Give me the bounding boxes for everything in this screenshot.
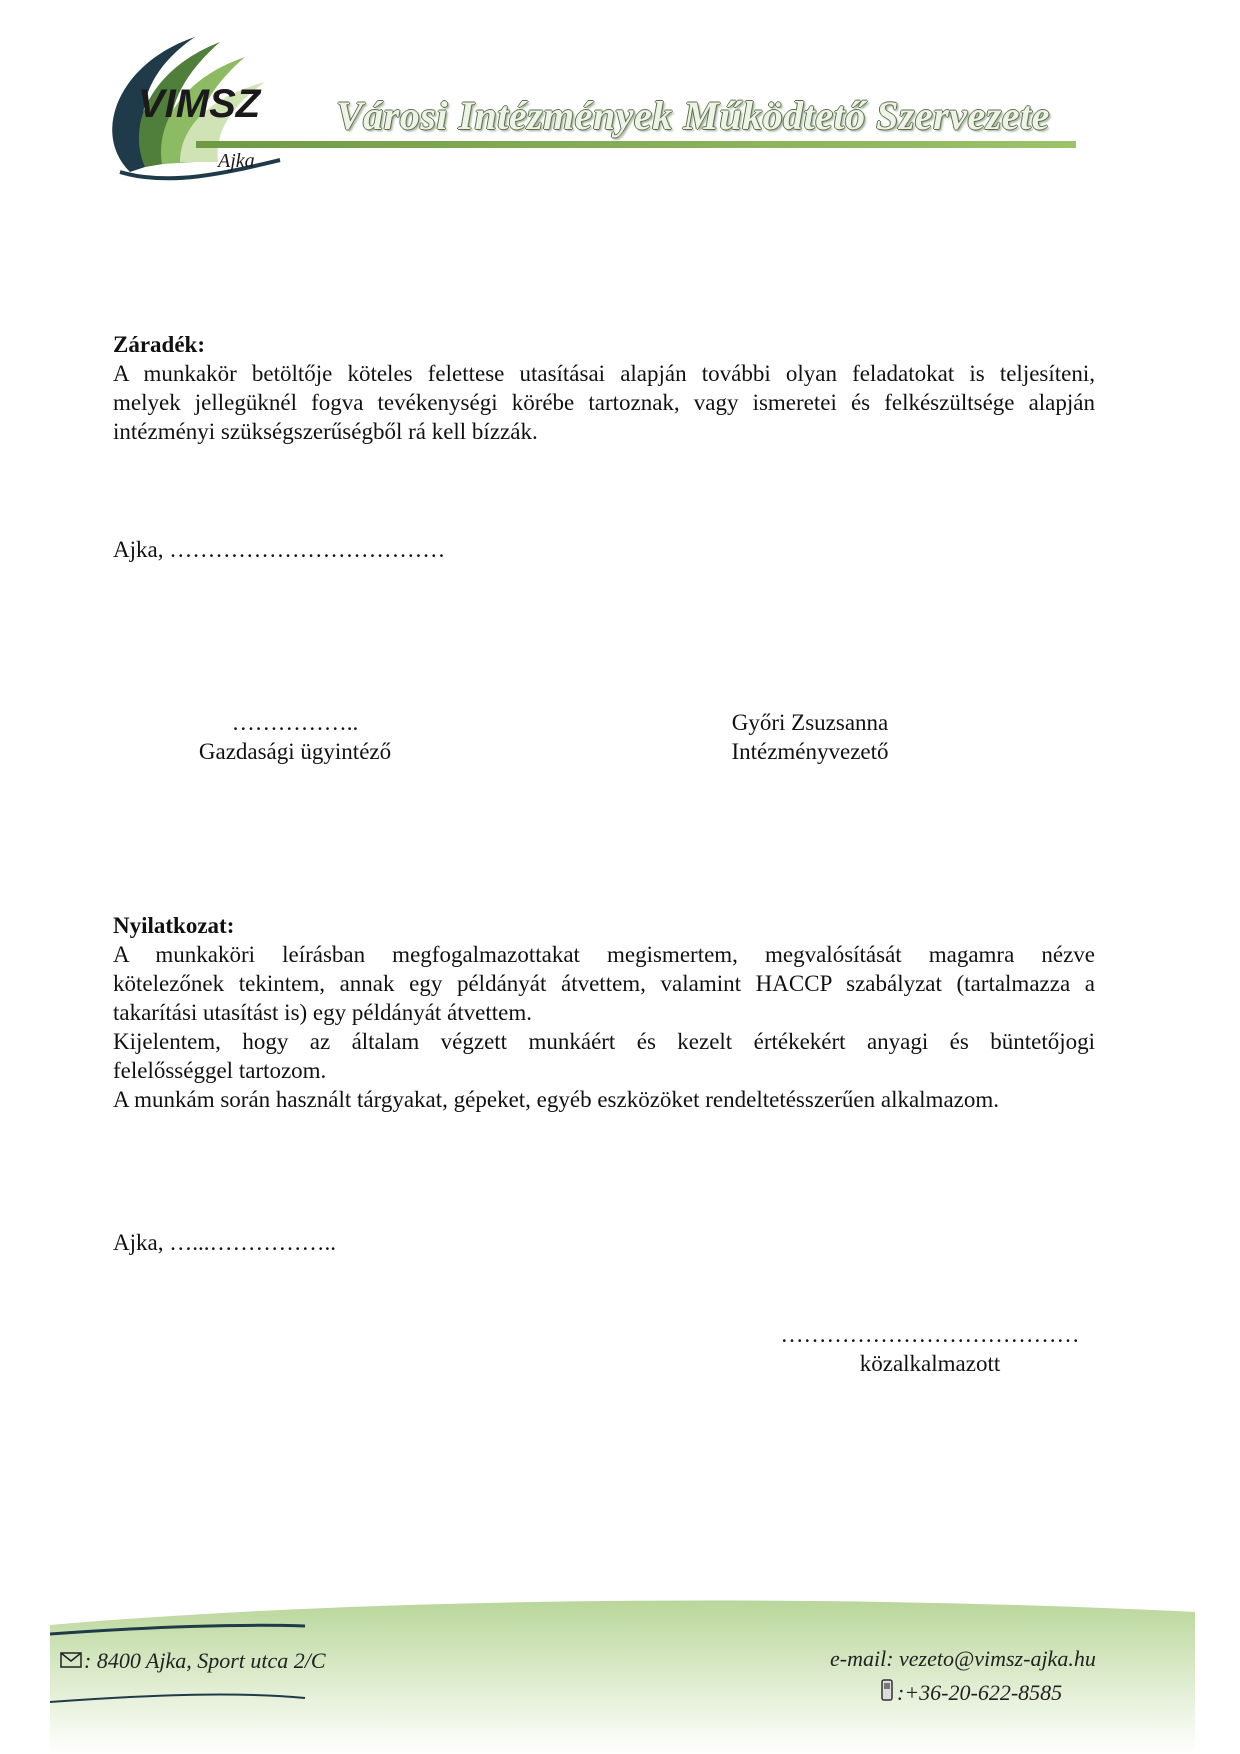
vimsz-logo [100, 22, 300, 192]
footer-phone: :+36-20-622-8585 [897, 1680, 1063, 1705]
place-date-2: Ajka, …...…………….. [113, 1230, 336, 1255]
declaration-line: Kijelentem, hogy az általam végzett munkáért és kezelt értékekért anyagi és büntetőjogi [113, 1029, 1095, 1054]
declaration-line: kötelezőnek tekintem, annak egy példányát átvettem, valamint HACCP szabályzat (tartalmazza a [113, 971, 1095, 996]
footer-banner [0, 1600, 1240, 1754]
header-underline [196, 141, 1076, 148]
clause-section [113, 330, 1095, 446]
organization-name: Városi Intézmények Működtető Szervezete [336, 93, 1050, 138]
declaration-line: takarítási utasítást is) egy példányát átvettem. [113, 1000, 532, 1025]
clause-line: melyek jellegüknél fogva tevékenységi körébe tartoznak, vagy ismeretei és felkészültsége alapján [113, 390, 1095, 415]
clause-line: intézményi szükségszerűségből rá kell bízzák. [113, 419, 538, 444]
declaration-line: A munkám során használt tárgyakat, gépeket, egyéb eszközöket rendeltetésszerűen alkalmazom. [113, 1087, 1000, 1112]
place-date-1: Ajka, ……………………………… [113, 537, 446, 562]
declaration-heading: Nyilatkozat: [113, 913, 235, 938]
signature-title: Intézményvezető [731, 739, 889, 764]
signature-block-right [660, 708, 960, 766]
declaration-line: A munkaköri leírásban megfogalmazottakat megismertem, megvalósítását magamra nézve [113, 942, 1095, 967]
mobile-phone-icon [880, 1678, 894, 1702]
signature-dots: …………….. [231, 710, 359, 735]
signatory-name: Győri Zsuzsanna [731, 710, 889, 735]
footer-email: e-mail: vezeto@vimsz-ajka.hu [830, 1646, 1096, 1671]
signature-title: közalkalmazott [859, 1351, 1001, 1376]
signature-block-employee [770, 1320, 1090, 1378]
footer-address: : 8400 Ajka, Sport utca 2/C [84, 1648, 326, 1673]
logo-text: VIMSZ [138, 82, 261, 126]
envelope-icon [60, 1652, 82, 1668]
signature-title: Gazdasági ügyintéző [198, 739, 392, 764]
clause-line: A munkakör betöltője köteles felettese utasításai alapján további olyan feladatokat is teljesíteni, [113, 361, 1095, 386]
clause-heading: Záradék: [113, 332, 205, 357]
declaration-section [113, 911, 1095, 1114]
signature-block-left [140, 708, 450, 766]
declaration-line: felelősséggel tartozom. [113, 1058, 327, 1083]
logo-subtext: Ajka [218, 150, 255, 172]
signature-dots: ………………………………… [780, 1322, 1080, 1347]
